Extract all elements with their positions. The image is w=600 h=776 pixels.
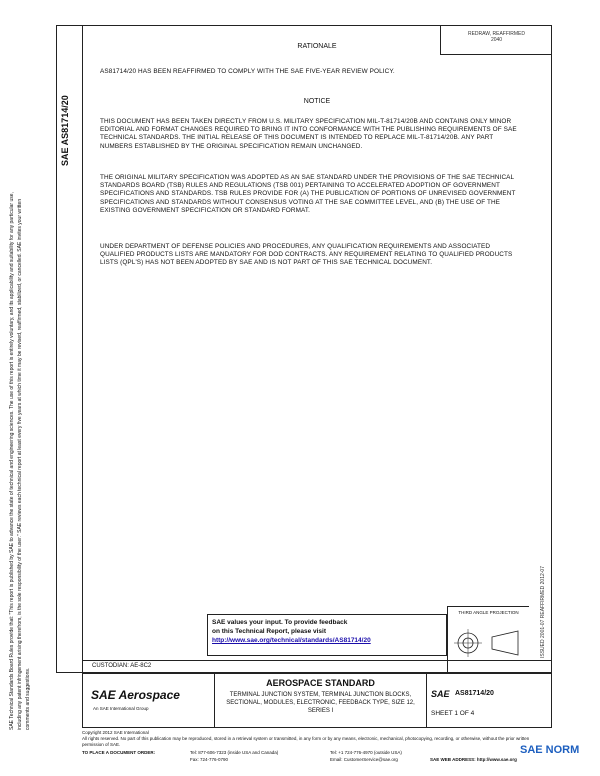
logo-cell xyxy=(83,674,215,727)
projection-symbol-icon xyxy=(448,619,528,669)
left-column-bottom-border xyxy=(56,672,82,673)
side-doc-number: SAE AS81714/20 xyxy=(60,95,70,166)
customer-email: Email: CustomerService@sae.org xyxy=(330,757,398,762)
notice-paragraph-1: THIS DOCUMENT HAS BEEN TAKEN DIRECTLY FROM U.S. MILITARY SPECIFICATION MIL-T-81714/20B AND CONTAINS ONLY MINOR EDITORIAL AND FORMAT CHANGES REQUIRED TO BRING IT INTO CONFORMANCE WITH THE PUBLISHING REQUIREMENTS OF SAE TECHNICAL STANDARDS. THE INITIAL RELEASE OF THIS DOCUMENT IS INTENDED TO REPLACE MIL-T-81714/20B. ANY PART NUMBERS ESTABLISHED BY THE ORIGINAL SPECIFICATION REMAIN UNCHANGED. xyxy=(100,118,517,150)
watermark-logo: SAE NORM xyxy=(520,744,580,756)
issue-dates: ISSUED 2001-07 REAFFIRMED 2012-07 xyxy=(540,566,546,658)
notice-paragraph-3: UNDER DEPARTMENT OF DEFENSE POLICIES AND PROCEDURES, ANY QUALIFICATION REQUIREMENTS AND ASSOCIATED QUALIFIED PRODUCTS LISTS ARE MANDATORY FOR DOD CONTRACTS. ANY REQUIREMENT RELATING TO QUALIFIED PRODUCTS LISTS (QPL'S) HAS NOT BEEN ADOPTED BY SAE AND IS NOT PART OF THIS SAE TECHNICAL DOCUMENT. xyxy=(100,243,513,267)
reaffirm-box xyxy=(440,25,552,55)
notice-paragraph-2: THE ORIGINAL MILITARY SPECIFICATION WAS ADOPTED AS AN SAE STANDARD UNDER THE PROVISIONS OF THE SAE TECHNICAL STANDARDS BOARD (TSB) RULES AND REGULATIONS (TSB 001) PERTAINING TO ACCELERATED ADOPTION OF GOVERNMENT SPECIFICATIONS AND STANDARDS. TSB RULES PROVIDE FOR (A) THE PUBLICATION OF PORTIONS OF UNREVISED GOVERNMENT SPECIFICATIONS AND STANDARDS WITHOUT CONSENSUS VOTING AT THE SAE COMMITTEE LEVEL, AND (B) THE USE OF THE EXISTING GOVERNMENT SPECIFICATION OR STANDARD FORMAT. xyxy=(100,174,516,214)
logo-subtitle: An SAE International Group xyxy=(93,706,149,711)
left-column-top-border xyxy=(56,25,82,26)
custodian: CUSTODIAN: AE-8C2 xyxy=(92,663,152,669)
copyright: Copyright 2012 SAE International xyxy=(82,730,149,735)
feedback-line-2: on this Technical Report, please visit xyxy=(212,628,327,635)
document-description: TERMINAL JUNCTION SYSTEM, TERMINAL JUNCTION BLOCKS, SECTIONAL, MODULES, ELECTRONIC, FEEDBACK TYPE, SIZE 12, SERIES I xyxy=(226,692,415,714)
projection-box xyxy=(447,606,529,672)
sae-disclaimer: SAE Technical Standards Board Rules provide that: "This report is published by SAE to advance the state of technical and engineering sciences. The use of this report is entirely voluntary, and its applicability and suitability for any particular use, including any patent infringement arising therefrom, is the sole responsibility of the user." SAE reviews each technical report at least every five years at which time it may be revised, reaffirmed, stabilized, or cancelled. SAE invites your written comments and suggestions. xyxy=(9,192,31,730)
rights-notice: All rights reserved. No part of this publication may be reproduced, stored in a retrieval system or transmitted, in any form or by any means, electronic, mechanical, photocopying, recording, or otherwise, without the prior written permission of SAE. xyxy=(82,736,530,747)
custodian-top-border xyxy=(82,660,552,661)
feedback-link[interactable]: http://www.sae.org/technical/standards/AS81714/20 xyxy=(212,637,371,644)
order-label: TO PLACE A DOCUMENT ORDER: xyxy=(82,750,156,755)
rationale-heading: RATIONALE xyxy=(297,43,337,50)
fax: Fax: 724-776-0790 xyxy=(190,757,229,762)
notice-heading: NOTICE xyxy=(303,98,331,105)
feedback-line-1: SAE values your input. To provide feedback xyxy=(212,619,348,626)
sae-aerospace-logo: SAE Aerospace xyxy=(91,688,180,702)
sheet-number: SHEET 1 OF 4 xyxy=(431,710,475,717)
web-address[interactable]: SAE WEB ADDRESS: http://www.sae.org xyxy=(430,757,517,762)
projection-label: THIRD ANGLE PROJECTION xyxy=(458,610,519,615)
number-cell xyxy=(427,674,551,727)
phone-intl: Tel: +1 724-776-4970 (outside USA) xyxy=(330,750,402,755)
sae-mark-logo: SAE xyxy=(431,689,450,699)
reaffirm-note: REDRAW, REAFFIRMED 2040 xyxy=(467,31,526,43)
reaffirm-line: AS81714/20 HAS BEEN REAFFIRMED TO COMPLY WITH THE SAE FIVE-YEAR REVIEW POLICY. xyxy=(100,68,395,75)
title-block xyxy=(82,673,552,728)
title-cell xyxy=(215,674,427,727)
standard-heading: AEROSPACE STANDARD xyxy=(266,678,375,688)
feedback-box xyxy=(207,614,447,656)
phone-usa: Tel: 877-606-7323 (inside USA and Canada) xyxy=(190,750,279,755)
title-block-doc-number: AS81714/20 xyxy=(455,690,494,697)
left-column-border xyxy=(56,25,57,673)
